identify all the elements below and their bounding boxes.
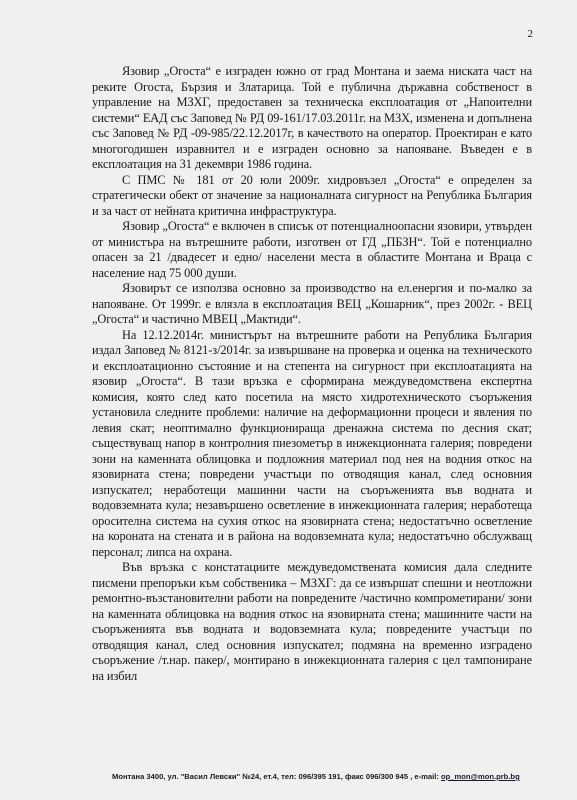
paragraph-recommendations: Във връзка с констатациите междуведомствената комисия дала следните писмени препоръки към собственика – МЗХГ: да се извършат спешни и неотложни ремонтно-възстановителни работи на повредените /частично компрометирани/ зони на каменната облицовка на водния откос на язовирната стена; машинните части на съоръженията във водната и водовземната кула; повредените участъци по отводящия канал, след основния изпускател; подмяна на временно изградено съоръжение /т.нар. пакер/, монтирано в инжекционната галерия с цел тампониране на избил — [92, 560, 532, 683]
footer-address: Монтана 3400, ул. "Васил Левски" №24, ет.4, тел: 096/395 191, факс 096/300 945 , e-mail: — [112, 772, 442, 781]
paragraph-dam-description: Язовир „Огоста“ е изграден южно от град Монтана и заема ниската част на реките Огоста, Бързия и Златарица. Той е публична държавна собственост в управление на МЗХГ, предоставен за техническа експлоатация от „Напоителни системи“ ЕАД със Заповед № РД 09-161/17.03.2011г. на МЗХ, изменена и допълнена със Заповед № РД -09-985/22.12.2017г, в качеството на оператор. Проектиран е като многогодишен изравнител и е изграден основно за напояване. Въведен е в експлоатация на 31 декември 1986 година. — [92, 64, 532, 171]
paragraph-inspection-order: На 12.12.2014г. министърът на вътрешните работи на Република България издал Заповед № 8121-з/2014г. за извършване на проверка и оценка на техническото и експлоатационно състояние и на степента на сигурност при експлоатацията на язовир „Огоста“. В тази връзка е сформирана междуведомствена експертна комисия, която след като посетила на място хидротехническото съоръжения установила следните проблеми: наличие на деформационни процеси и явления по левия скат; неоптимално функционираща дренажна система по десния скат; съществуващ напор в контролния пиезометър в инжекционната галерия; повредени зони на каменната облицовка и подложния материал под нея на водния откос на язовирната стена; повредени участъци по отводящия канал, след основния изпускател; неработещи машинни части на съоръженията във водната и водовземната кула; незавършено осветление в инжекционната галерия; неработеща оросителна система на сухия откос на язовирната стена; недостатъчно осветление на короната на стената и в района на водовземната кула; недостатъчно обслужващ персонал; липса на охрана. — [92, 327, 532, 559]
paragraph-potentially-dangerous: Язовир „Огоста“ е включен в списък от потенциалноопасни язовири, утвърден от министъра на вътрешните работи, изготвен от ГД „ПБЗН“. Той е потенциално опасен за 21 /двадесет и едно/ населени места в областите Монтана и Враца с население над 75 000 души. — [92, 219, 532, 280]
paragraph-strategic-object: С ПМС № 181 от 20 юли 2009г. хидровъзел „Огоста“ е определен за стратегически обект от значение за националната сигурност на Република България и за част от нейната критична инфраструктура. — [92, 172, 532, 218]
footer-email-link[interactable]: op_mon@mon.prb.bg — [441, 772, 520, 781]
page-number: 2 — [527, 28, 533, 40]
document-body — [92, 64, 532, 684]
page-footer — [112, 772, 552, 781]
paragraph-usage: Язовирът се използва основно за производство на ел.енергия и по-малко за напояване. От 1999г. е влязла в експлоатация ВЕЦ „Кошарник“, през 2002г. - ВЕЦ „Огоста“ и частично МВЕЦ „Мактиди“. — [92, 281, 532, 326]
